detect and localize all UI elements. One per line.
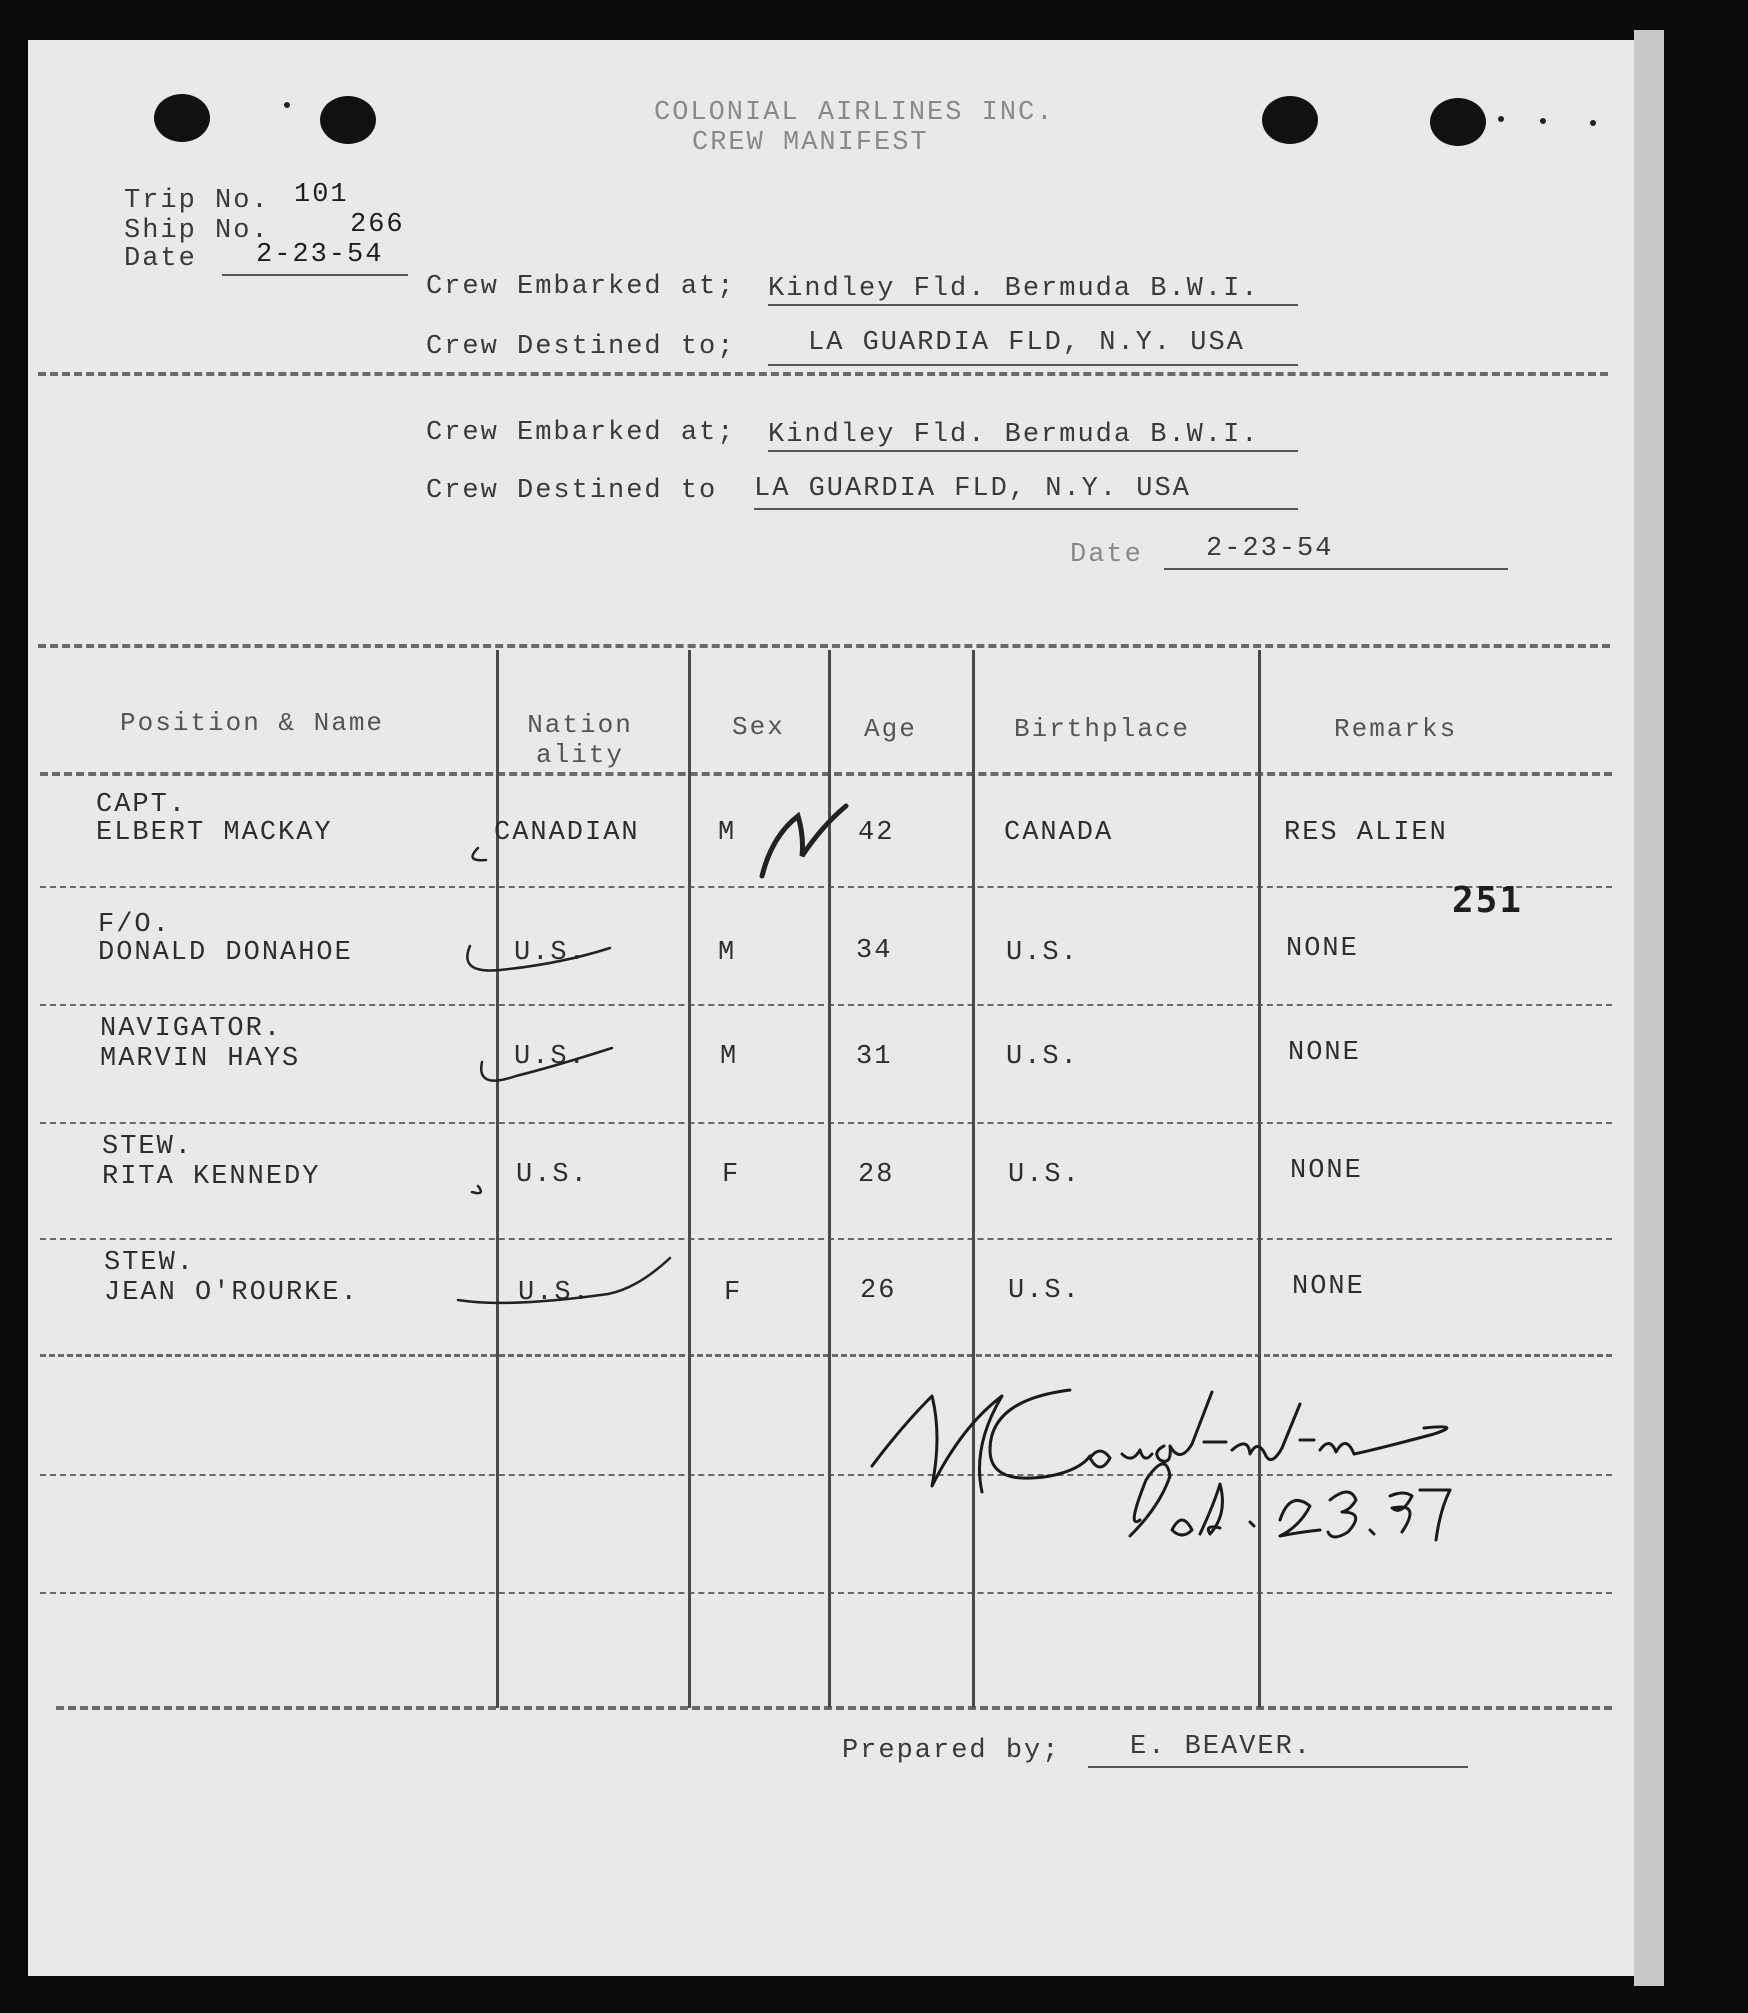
row1-nationality: CANADIAN <box>494 818 640 848</box>
check-mark <box>473 848 486 860</box>
prepared-by-value: E. BEAVER. <box>1130 1732 1313 1762</box>
check-mark <box>458 1258 670 1303</box>
row4-sex: F <box>722 1160 741 1190</box>
prepared-by-label: Prepared by; <box>842 1736 1061 1766</box>
header-remarks: Remarks <box>1334 714 1458 744</box>
header-sex: Sex <box>732 712 785 742</box>
row5-position: STEW. <box>104 1248 196 1278</box>
row2-nationality: U.S. <box>514 938 587 968</box>
row3-birthplace: U.S. <box>1006 1042 1079 1072</box>
date-value: 2-23-54 <box>256 240 384 270</box>
date-label: Date <box>124 244 197 274</box>
route2-embarked-value: Kindley Fld. Bermuda B.W.I. <box>768 420 1260 450</box>
row5-sex: F <box>724 1278 743 1308</box>
row2-position: F/O. <box>98 910 171 940</box>
route2-destined-label: Crew Destined to <box>426 476 718 506</box>
row5-nationality: U.S. <box>518 1278 591 1308</box>
ship-no-label: Ship No. <box>124 216 270 246</box>
route2-embarked-label: Crew Embarked at; <box>426 418 736 448</box>
row4-age: 28 <box>858 1160 895 1190</box>
row5-age: 26 <box>860 1276 897 1306</box>
row1-remarks: RES ALIEN <box>1284 818 1448 848</box>
row4-position: STEW. <box>102 1132 194 1162</box>
header-age: Age <box>864 714 917 744</box>
row2-sex: M <box>718 938 737 968</box>
stamp-number: 251 <box>1452 880 1524 921</box>
row5-name: JEAN O'ROURKE. <box>104 1278 359 1308</box>
route2-date-value: 2-23-54 <box>1206 534 1334 564</box>
row2-birthplace: U.S. <box>1006 938 1079 968</box>
row3-position: NAVIGATOR. <box>100 1014 283 1044</box>
document-type: CREW MANIFEST <box>692 128 929 158</box>
trip-no-value: 101 <box>294 180 349 210</box>
row1-sex: M <box>718 818 737 848</box>
route1-embarked-label: Crew Embarked at; <box>426 272 736 302</box>
row3-sex: M <box>720 1042 739 1072</box>
inspector-signature <box>860 1370 1500 1570</box>
route1-destined-value: LA GUARDIA FLD, N.Y. USA <box>808 328 1245 358</box>
ship-no-value: 266 <box>350 210 405 240</box>
row3-nationality: U.S. <box>514 1042 587 1072</box>
header-birthplace: Birthplace <box>1014 714 1191 744</box>
row3-age: 31 <box>856 1042 893 1072</box>
row1-position: CAPT. <box>96 790 188 820</box>
row5-birthplace: U.S. <box>1008 1276 1081 1306</box>
row1-birthplace: CANADA <box>1004 818 1114 848</box>
row2-name: DONALD DONAHOE <box>98 938 353 968</box>
row2-remarks: NONE <box>1286 934 1359 964</box>
row2-age: 34 <box>856 936 893 966</box>
check-mark <box>467 946 610 971</box>
row1-name: ELBERT MACKAY <box>96 818 333 848</box>
company-name: COLONIAL AIRLINES INC. <box>654 98 1055 128</box>
row4-remarks: NONE <box>1290 1156 1363 1186</box>
row3-remarks: NONE <box>1288 1038 1361 1068</box>
route1-embarked-value: Kindley Fld. Bermuda B.W.I. <box>768 274 1260 304</box>
route2-destined-value: LA GUARDIA FLD, N.Y. USA <box>754 474 1191 504</box>
row4-nationality: U.S. <box>516 1160 589 1190</box>
age-checkmark <box>762 806 846 876</box>
header-nationality: Nation ality <box>527 710 633 770</box>
row1-age: 42 <box>858 818 895 848</box>
prepared-by-underline <box>1088 1766 1468 1768</box>
row5-remarks: NONE <box>1292 1272 1365 1302</box>
route1-destined-label: Crew Destined to; <box>426 332 736 362</box>
check-mark <box>472 1186 481 1193</box>
header-position-name: Position & Name <box>120 708 385 738</box>
route2-date-label: Date <box>1070 540 1143 570</box>
row3-name: MARVIN HAYS <box>100 1044 301 1074</box>
row4-birthplace: U.S. <box>1008 1160 1081 1190</box>
row4-name: RITA KENNEDY <box>102 1162 321 1192</box>
trip-no-label: Trip No. <box>124 186 270 216</box>
check-mark <box>481 1048 612 1081</box>
